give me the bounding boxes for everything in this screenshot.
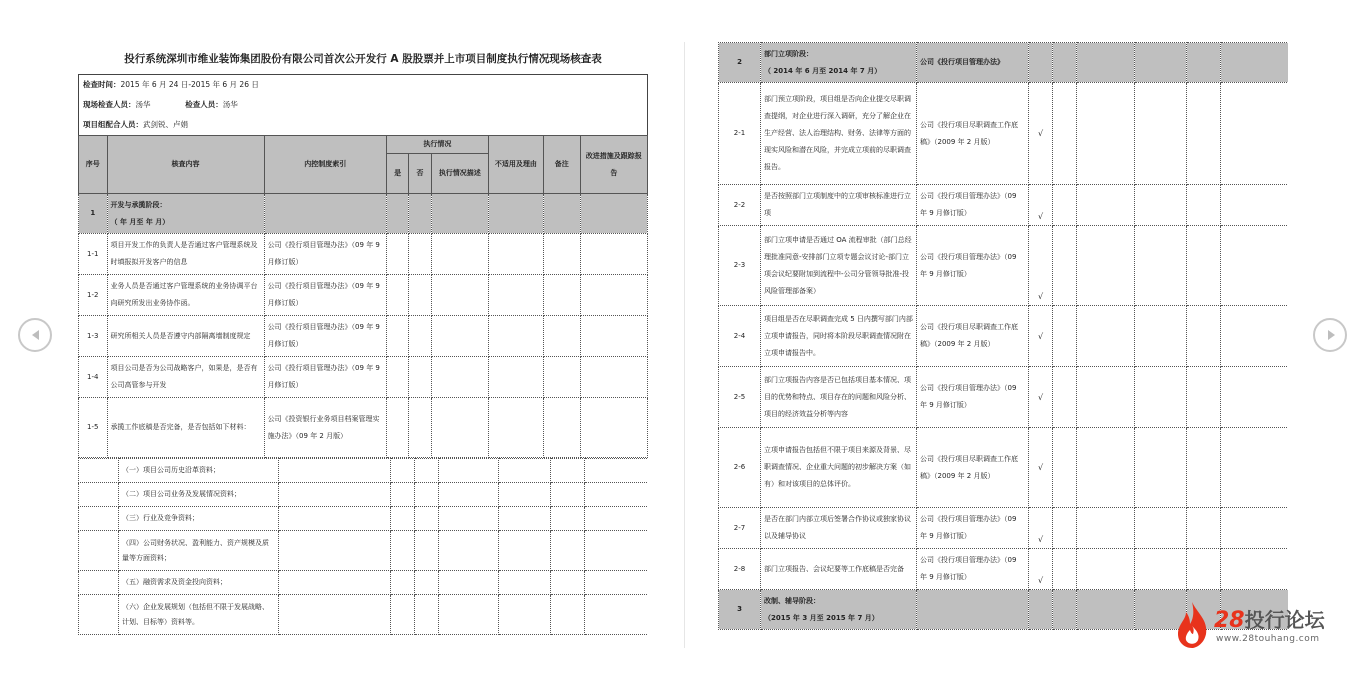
- table-row: [79, 234, 648, 275]
- right-check-table: [718, 42, 1288, 630]
- header-content: 核查内容: [107, 136, 264, 194]
- left-check-table: [78, 135, 648, 458]
- inspector2-label: 检查人员：: [185, 100, 223, 109]
- table-row: [719, 549, 1289, 590]
- section-title: [107, 194, 264, 234]
- row-content: 项目组是否在尽职调查完成 5 日内撰写部门内部立项申请报告，同时将本阶段尽职调查情况附在立项申请报告中。: [761, 306, 917, 367]
- yes-checkmark: √: [1029, 226, 1053, 306]
- table-row: [719, 367, 1289, 428]
- row-num: 2-7: [719, 508, 761, 549]
- table-row: [79, 275, 648, 316]
- material-item: （六）企业发展规划（包括但不限于发展战略、计划、目标等）资料等。: [119, 595, 279, 635]
- material-subtable: [78, 458, 648, 635]
- table-row: [719, 428, 1289, 508]
- row-content: 业务人员是否通过客户管理系统的业务协调平台向研究所发出业务协作函。: [107, 275, 264, 316]
- section-row: [79, 194, 648, 234]
- header-exec: 执行情况: [386, 136, 488, 154]
- team-row: [79, 115, 647, 135]
- team-value: 武剑锐、卢娟: [143, 120, 188, 129]
- header-not-applicable: 不适用及理由: [488, 136, 543, 194]
- material-item: （一）项目公司历史沿革资料；: [119, 459, 279, 483]
- table-row: [719, 306, 1289, 367]
- section-title-line1: 部门立项阶段：: [764, 49, 813, 58]
- yes-checkmark: √: [1029, 549, 1053, 590]
- inspector-value: 汤华: [135, 100, 151, 109]
- inspector2-value: 汤华: [222, 100, 238, 109]
- table-row: [79, 357, 648, 398]
- watermark-brand: [1214, 604, 1325, 633]
- inspector-label: 现场检查人员：: [83, 100, 136, 109]
- list-item: [79, 595, 649, 635]
- header-no: 否: [409, 154, 431, 194]
- row-content: 部门预立项阶段，项目组是否向企业提交尽职调查提纲，对企业进行深入调研，充分了解企业在生产经营、法人治理结构、财务、法律等方面的现实风险和潜在风险，并完成立项前的尽职调查报告。: [761, 83, 917, 185]
- row-content: 部门立项报告内容是否已包括项目基本情况、项目的优势和特点、项目存在的问题和风险分析、项目的经济效益分析等内容: [761, 367, 917, 428]
- section-num: 2: [719, 43, 761, 83]
- row-content: 立项申请报告包括但不限于项目来源及背景、尽职调查情况、企业重大问题的初步解决方案（如有）和对该项目的总体评价。: [761, 428, 917, 508]
- list-item: [79, 531, 649, 571]
- material-item: （二）项目公司业务及发展情况资料；: [119, 483, 279, 507]
- row-content: 部门立项申请是否通过 OA 流程审批（部门总经理批准同意-安排部门立项专题会议讨论-部门立项会议纪要附加到流程中-公司分管领导批准-投风险管理部备案）: [761, 226, 917, 306]
- row-index: 公司《投行项目管理办法》（09 年 9 月修订版）: [917, 185, 1029, 226]
- row-index: 公司《投行项目管理办法》（09 年 9 月修订版）: [264, 234, 386, 275]
- row-num: 1-1: [79, 234, 108, 275]
- section-title-line1: 开发与承揽阶段：: [110, 200, 167, 209]
- row-content: 承揽工作底稿是否完备，是否包括如下材料：: [107, 398, 264, 458]
- check-time-row: [79, 75, 647, 95]
- team-label: 项目组配合人员：: [83, 120, 143, 129]
- header-yes: 是: [386, 154, 408, 194]
- page-divider: [684, 42, 685, 648]
- watermark-number: 28: [1214, 608, 1245, 633]
- row-index: 公司《投行项目尽职调查工作底稿》（2009 年 2 月版）: [917, 83, 1029, 185]
- row-index: 公司《投行项目尽职调查工作底稿》（2009 年 2 月版）: [917, 306, 1029, 367]
- document-title: 投行系统深圳市维业装饰集团股份有限公司首次公开发行 A 股股票并上市项目制度执行情况现场核查表: [124, 53, 602, 65]
- yes-checkmark: √: [1029, 83, 1053, 185]
- row-content: 是否在部门内部立项后签署合作协议或独家协议以及辅导协议: [761, 508, 917, 549]
- forum-watermark: [1174, 598, 1344, 652]
- material-item: （四）公司财务状况、盈利能力、资产规模及质量等方面资料；: [119, 531, 279, 571]
- prev-page-button[interactable]: [18, 318, 52, 352]
- check-time-label: 检查时间：: [83, 80, 121, 89]
- section-title-line2: （ 2014 年 6 月至 2014 年 7 月）: [764, 66, 882, 75]
- table-row: [719, 83, 1289, 185]
- row-index: 公司《投行项目管理办法》（09 年 9 月修订版）: [917, 508, 1029, 549]
- row-index: 公司《投资银行业务项目档案管理实施办法》（09 年 2 月版）: [264, 398, 386, 458]
- row-index: 公司《投行项目管理办法》（09 年 9 月修订版）: [264, 275, 386, 316]
- row-num: 2-3: [719, 226, 761, 306]
- row-index: 公司《投行项目管理办法》（09 年 9 月修订版）: [917, 226, 1029, 306]
- row-index: 公司《投行项目管理办法》（09 年 9 月修订版）: [917, 367, 1029, 428]
- flame-logo-icon: [1174, 600, 1210, 650]
- section-row: [719, 43, 1289, 83]
- row-num: 2-2: [719, 185, 761, 226]
- section-index: 公司《投行项目管理办法》: [917, 43, 1029, 83]
- table-row: [79, 316, 648, 357]
- section-num: 1: [79, 194, 108, 234]
- list-item: [79, 507, 649, 531]
- table-row: [719, 508, 1289, 549]
- row-num: 2-6: [719, 428, 761, 508]
- row-num: 1-2: [79, 275, 108, 316]
- material-item: （五）融资需求及资金投向资料；: [119, 571, 279, 595]
- row-num: 1-4: [79, 357, 108, 398]
- table-row: [719, 185, 1289, 226]
- header-improve: 改进措施及跟踪报告: [580, 136, 647, 194]
- table-row: [79, 398, 648, 458]
- section-title: [761, 43, 917, 83]
- material-item: （三）行业及竞争资料；: [119, 507, 279, 531]
- header-index: 内控制度索引: [264, 136, 386, 194]
- section-title-line2: （2015 年 3 月至 2015 年 7 月）: [764, 613, 879, 622]
- row-content: 部门立项报告、会议纪要等工作底稿是否完备: [761, 549, 917, 590]
- section-title: [761, 590, 917, 630]
- yes-checkmark: √: [1029, 185, 1053, 226]
- section-title-line1: 改制、辅导阶段：: [764, 596, 820, 605]
- yes-checkmark: √: [1029, 428, 1053, 508]
- table-row: [719, 226, 1289, 306]
- row-index: 公司《投行项目尽职调查工作底稿》（2009 年 2 月版）: [917, 428, 1029, 508]
- row-num: 1-3: [79, 316, 108, 357]
- row-content: 项目公司是否为公司战略客户，如果是，是否有公司高管参与开发: [107, 357, 264, 398]
- list-item: [79, 483, 649, 507]
- yes-checkmark: √: [1029, 306, 1053, 367]
- inspector-row: [79, 95, 647, 115]
- watermark-cn: 投行论坛: [1244, 608, 1325, 632]
- right-document-page: [718, 42, 1288, 632]
- row-num: 1-5: [79, 398, 108, 458]
- header-exec-desc: 执行情况描述: [431, 154, 488, 194]
- section-title-line2: （ 年 月至 年 月）: [110, 217, 170, 226]
- yes-checkmark: √: [1029, 367, 1053, 428]
- row-index: 公司《投行项目管理办法》（09 年 9 月修订版）: [264, 316, 386, 357]
- row-num: 2-4: [719, 306, 761, 367]
- check-time-value: 2015 年 6 月 24 日-2015 年 6 月 26 日: [120, 80, 259, 89]
- watermark-url: www.28touhang.com: [1216, 634, 1320, 644]
- yes-checkmark: √: [1029, 508, 1053, 549]
- left-document-page: [78, 44, 648, 644]
- next-page-button[interactable]: [1313, 318, 1347, 352]
- header-seq: 序号: [79, 136, 108, 194]
- list-item: [79, 571, 649, 595]
- row-content: 是否按照部门立项制度中的立项审核标准进行立项: [761, 185, 917, 226]
- row-num: 2-8: [719, 549, 761, 590]
- row-num: 2-5: [719, 367, 761, 428]
- chevron-right-icon: [1324, 328, 1338, 342]
- row-content: 研究所相关人员是否遵守内部隔离墙制度规定: [107, 316, 264, 357]
- row-index: 公司《投行项目管理办法》（09 年 9 月修订版）: [917, 549, 1029, 590]
- row-num: 2-1: [719, 83, 761, 185]
- header-remark: 备注: [543, 136, 580, 194]
- section-num: 3: [719, 590, 761, 630]
- inspection-info: [78, 74, 648, 135]
- list-item: [79, 459, 649, 483]
- chevron-left-icon: [29, 328, 43, 342]
- row-index: 公司《投行项目管理办法》（09 年 9 月修订版）: [264, 357, 386, 398]
- row-content: 项目开发工作的负责人是否通过客户管理系统及时填报拟开发客户的信息: [107, 234, 264, 275]
